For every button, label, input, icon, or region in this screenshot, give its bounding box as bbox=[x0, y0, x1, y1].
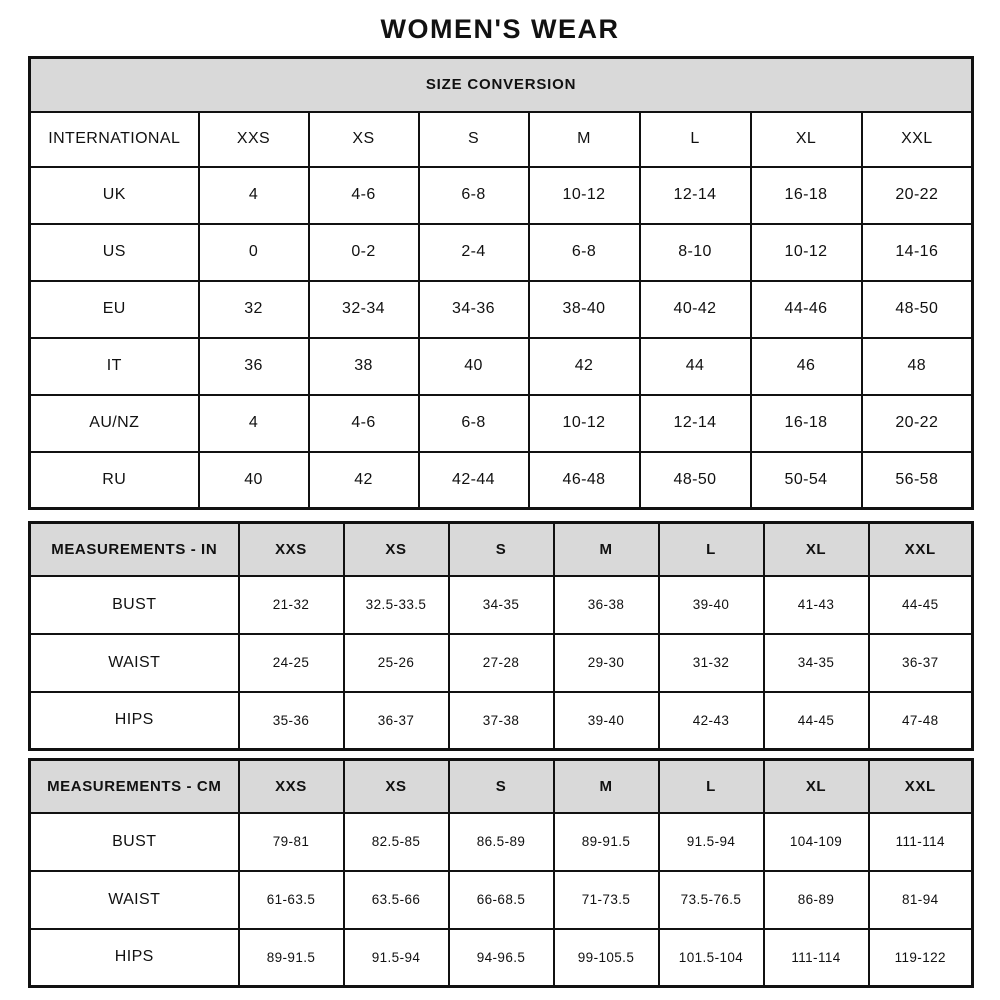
column-header-international: INTERNATIONAL bbox=[30, 112, 199, 167]
size-cell: 10-12 bbox=[529, 167, 640, 224]
column-header-row bbox=[30, 523, 973, 576]
measurement-cell: 119-122 bbox=[869, 929, 973, 987]
measurement-cell: 101.5-104 bbox=[659, 929, 764, 987]
column-header-s: S bbox=[449, 523, 554, 576]
measurements-in-table bbox=[28, 521, 974, 751]
row-label: WAIST bbox=[30, 634, 239, 692]
column-header-l: L bbox=[659, 523, 764, 576]
measurement-cell: 36-37 bbox=[344, 692, 449, 750]
size-cell: 50-54 bbox=[751, 452, 862, 509]
measurement-cell: 27-28 bbox=[449, 634, 554, 692]
size-cell: 2-4 bbox=[419, 224, 529, 281]
table-banner-row bbox=[30, 58, 973, 112]
table-row-hips bbox=[30, 692, 973, 750]
measurement-cell: 34-35 bbox=[449, 576, 554, 634]
size-cell: 16-18 bbox=[751, 167, 862, 224]
measurement-cell: 91.5-94 bbox=[344, 929, 449, 987]
column-header-row bbox=[30, 112, 973, 167]
size-cell: 36 bbox=[199, 338, 309, 395]
size-cell: 20-22 bbox=[862, 395, 973, 452]
column-header-xxl: XXL bbox=[869, 523, 973, 576]
measurements-cm-header: MEASUREMENTS - CM bbox=[30, 760, 239, 813]
measurement-cell: 89-91.5 bbox=[239, 929, 344, 987]
measurement-cell: 25-26 bbox=[344, 634, 449, 692]
size-cell: 4 bbox=[199, 395, 309, 452]
size-cell: 12-14 bbox=[640, 167, 751, 224]
measurement-cell: 73.5-76.5 bbox=[659, 871, 764, 929]
table-row-it bbox=[30, 338, 973, 395]
size-cell: 8-10 bbox=[640, 224, 751, 281]
column-header-l: L bbox=[640, 112, 751, 167]
measurement-cell: 39-40 bbox=[659, 576, 764, 634]
column-header-xxl: XXL bbox=[862, 112, 973, 167]
column-header-row bbox=[30, 760, 973, 813]
column-header-s: S bbox=[419, 112, 529, 167]
measurement-cell: 39-40 bbox=[554, 692, 659, 750]
measurement-cell: 81-94 bbox=[869, 871, 973, 929]
size-cell: 48 bbox=[862, 338, 973, 395]
measurement-cell: 86.5-89 bbox=[449, 813, 554, 871]
size-cell: 12-14 bbox=[640, 395, 751, 452]
size-cell: 56-58 bbox=[862, 452, 973, 509]
column-header-m: M bbox=[529, 112, 640, 167]
size-cell: 0 bbox=[199, 224, 309, 281]
row-label: WAIST bbox=[30, 871, 239, 929]
measurement-cell: 111-114 bbox=[869, 813, 973, 871]
measurement-cell: 37-38 bbox=[449, 692, 554, 750]
table-row-eu bbox=[30, 281, 973, 338]
size-cell: 4-6 bbox=[309, 395, 419, 452]
table-row-waist bbox=[30, 871, 973, 929]
measurement-cell: 82.5-85 bbox=[344, 813, 449, 871]
column-header-xl: XL bbox=[764, 523, 869, 576]
table-row-aunz bbox=[30, 395, 973, 452]
row-label: AU/NZ bbox=[30, 395, 199, 452]
size-cell: 20-22 bbox=[862, 167, 973, 224]
measurement-cell: 99-105.5 bbox=[554, 929, 659, 987]
measurement-cell: 36-38 bbox=[554, 576, 659, 634]
row-label: IT bbox=[30, 338, 199, 395]
column-header-m: M bbox=[554, 523, 659, 576]
size-cell: 16-18 bbox=[751, 395, 862, 452]
row-label: US bbox=[30, 224, 199, 281]
size-cell: 44-46 bbox=[751, 281, 862, 338]
size-cell: 0-2 bbox=[309, 224, 419, 281]
measurement-cell: 86-89 bbox=[764, 871, 869, 929]
size-cell: 40 bbox=[199, 452, 309, 509]
size-cell: 6-8 bbox=[529, 224, 640, 281]
measurement-cell: 66-68.5 bbox=[449, 871, 554, 929]
table-row-ru bbox=[30, 452, 973, 509]
measurement-cell: 47-48 bbox=[869, 692, 973, 750]
table-row-us bbox=[30, 224, 973, 281]
measurements-in-header: MEASUREMENTS - IN bbox=[30, 523, 239, 576]
size-cell: 46 bbox=[751, 338, 862, 395]
column-header-xs: XS bbox=[344, 760, 449, 813]
measurement-cell: 24-25 bbox=[239, 634, 344, 692]
size-cell: 48-50 bbox=[640, 452, 751, 509]
column-header-xxs: XXS bbox=[199, 112, 309, 167]
column-header-xxs: XXS bbox=[239, 760, 344, 813]
measurement-cell: 71-73.5 bbox=[554, 871, 659, 929]
size-cell: 6-8 bbox=[419, 167, 529, 224]
column-header-xl: XL bbox=[751, 112, 862, 167]
measurement-cell: 41-43 bbox=[764, 576, 869, 634]
size-conversion-table bbox=[28, 56, 974, 510]
size-cell: 4 bbox=[199, 167, 309, 224]
size-cell: 42-44 bbox=[419, 452, 529, 509]
measurement-cell: 36-37 bbox=[869, 634, 973, 692]
size-cell: 4-6 bbox=[309, 167, 419, 224]
measurement-cell: 31-32 bbox=[659, 634, 764, 692]
size-cell: 32 bbox=[199, 281, 309, 338]
measurement-cell: 34-35 bbox=[764, 634, 869, 692]
column-header-xxl: XXL bbox=[869, 760, 973, 813]
table-row-uk bbox=[30, 167, 973, 224]
measurement-cell: 44-45 bbox=[869, 576, 973, 634]
measurement-cell: 89-91.5 bbox=[554, 813, 659, 871]
page-title: WOMEN'S WEAR bbox=[380, 14, 620, 44]
size-cell: 48-50 bbox=[862, 281, 973, 338]
measurement-cell: 63.5-66 bbox=[344, 871, 449, 929]
column-header-xs: XS bbox=[309, 112, 419, 167]
size-conversion-header: SIZE CONVERSION bbox=[30, 58, 973, 112]
size-cell: 46-48 bbox=[529, 452, 640, 509]
table-row-waist bbox=[30, 634, 973, 692]
size-cell: 42 bbox=[309, 452, 419, 509]
measurements-cm-table bbox=[28, 758, 974, 988]
size-cell: 10-12 bbox=[529, 395, 640, 452]
column-header-s: S bbox=[449, 760, 554, 813]
size-cell: 38 bbox=[309, 338, 419, 395]
column-header-xs: XS bbox=[344, 523, 449, 576]
measurement-cell: 29-30 bbox=[554, 634, 659, 692]
size-cell: 6-8 bbox=[419, 395, 529, 452]
measurement-cell: 91.5-94 bbox=[659, 813, 764, 871]
table-row-bust bbox=[30, 576, 973, 634]
measurement-cell: 104-109 bbox=[764, 813, 869, 871]
size-cell: 40-42 bbox=[640, 281, 751, 338]
measurement-cell: 94-96.5 bbox=[449, 929, 554, 987]
column-header-l: L bbox=[659, 760, 764, 813]
measurement-cell: 42-43 bbox=[659, 692, 764, 750]
measurement-cell: 61-63.5 bbox=[239, 871, 344, 929]
measurement-cell: 35-36 bbox=[239, 692, 344, 750]
column-header-xl: XL bbox=[764, 760, 869, 813]
size-cell: 40 bbox=[419, 338, 529, 395]
column-header-xxs: XXS bbox=[239, 523, 344, 576]
column-header-m: M bbox=[554, 760, 659, 813]
size-cell: 14-16 bbox=[862, 224, 973, 281]
row-label: RU bbox=[30, 452, 199, 509]
size-cell: 10-12 bbox=[751, 224, 862, 281]
size-cell: 42 bbox=[529, 338, 640, 395]
table-row-bust bbox=[30, 813, 973, 871]
row-label: BUST bbox=[30, 813, 239, 871]
measurement-cell: 21-32 bbox=[239, 576, 344, 634]
row-label: BUST bbox=[30, 576, 239, 634]
row-label: UK bbox=[30, 167, 199, 224]
measurement-cell: 111-114 bbox=[764, 929, 869, 987]
size-cell: 44 bbox=[640, 338, 751, 395]
measurement-cell: 79-81 bbox=[239, 813, 344, 871]
size-cell: 38-40 bbox=[529, 281, 640, 338]
size-cell: 32-34 bbox=[309, 281, 419, 338]
row-label: HIPS bbox=[30, 692, 239, 750]
size-cell: 34-36 bbox=[419, 281, 529, 338]
row-label: EU bbox=[30, 281, 199, 338]
measurement-cell: 44-45 bbox=[764, 692, 869, 750]
table-row-hips bbox=[30, 929, 973, 987]
measurement-cell: 32.5-33.5 bbox=[344, 576, 449, 634]
row-label: HIPS bbox=[30, 929, 239, 987]
